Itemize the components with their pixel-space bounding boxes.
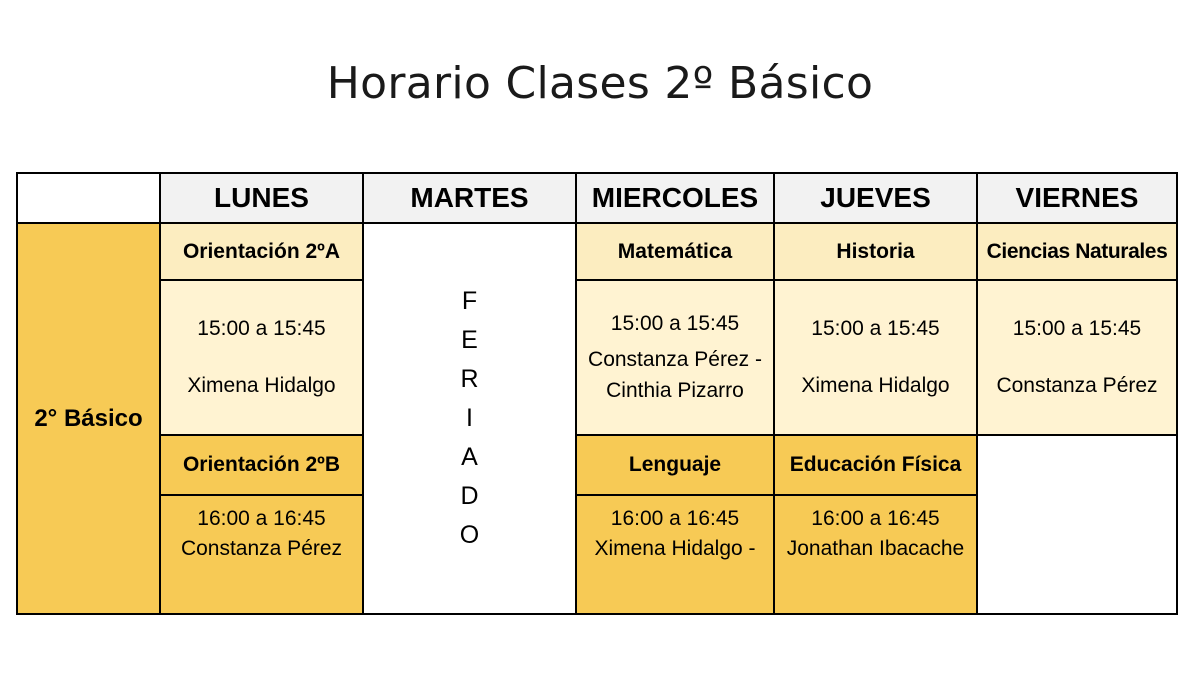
subject-viernes-1: Ciencias Naturales (977, 223, 1177, 280)
feriado-cell (363, 223, 576, 614)
class-time: 16:00 a 16:45 (811, 507, 940, 530)
day-header-martes: MARTES (363, 173, 576, 223)
subject-lunes-1: Orientación 2ºA (160, 223, 363, 280)
block1-subject-row (17, 223, 1177, 280)
class-teacher: Ximena Hidalgo (187, 373, 336, 397)
subject-lunes-2: Orientación 2ºB (160, 435, 363, 495)
day-header-viernes: VIERNES (977, 173, 1177, 223)
feriado-letter: E (461, 326, 478, 354)
feriado-letter: O (459, 521, 480, 549)
feriado-letter: I (466, 404, 473, 432)
class-teacher: Constanza Pérez (180, 537, 343, 561)
feriado-letter: F (461, 287, 478, 315)
class-teacher: Constanza Pérez - (588, 348, 762, 372)
feriado-letter: R (460, 365, 479, 393)
class-info-jueves-1 (774, 280, 977, 435)
class-time: 15:00 a 15:45 (197, 317, 326, 341)
block1-body-row (17, 280, 1177, 435)
class-info-miercoles-2 (576, 495, 774, 614)
class-info-jueves-2 (774, 495, 977, 614)
subject-miercoles-2: Lenguaje (576, 435, 774, 495)
class-teacher: Cinthia Pizarro (606, 378, 744, 402)
header-row (17, 173, 1177, 223)
page-title: Horario Clases 2º Básico (326, 58, 874, 109)
day-header-miercoles: MIERCOLES (576, 173, 774, 223)
day-header-jueves: JUEVES (774, 173, 977, 223)
feriado-letter: D (460, 482, 479, 510)
day-header-lunes: LUNES (160, 173, 363, 223)
subject-jueves-1: Historia (774, 223, 977, 280)
empty-cell-viernes-2 (977, 435, 1177, 614)
class-time: 15:00 a 15:45 (1012, 317, 1142, 341)
corner-cell (17, 173, 160, 223)
class-info-miercoles-1 (576, 280, 774, 435)
class-time: 16:00 a 16:45 (197, 507, 326, 530)
feriado-letters (364, 289, 575, 548)
schedule-table (16, 172, 1178, 615)
class-info-viernes-1 (977, 280, 1177, 435)
class-info-lunes-1 (160, 280, 363, 435)
class-time: 15:00 a 15:45 (610, 311, 740, 335)
class-teacher: Ximena Hidalgo - (594, 537, 756, 561)
class-time: 15:00 a 15:45 (811, 317, 940, 341)
class-teacher: Ximena Hidalgo (801, 373, 950, 397)
feriado-letter: A (461, 443, 478, 471)
class-teacher: Constanza Pérez (996, 373, 1158, 397)
block2-subject-row (17, 435, 1177, 495)
subject-jueves-2: Educación Física (774, 435, 977, 495)
grade-cell: 2° Básico (17, 223, 160, 614)
class-time: 16:00 a 16:45 (610, 507, 740, 530)
subject-miercoles-1: Matemática (576, 223, 774, 280)
class-info-lunes-2 (160, 495, 363, 614)
class-teacher: Jonathan Ibacache (786, 537, 965, 561)
